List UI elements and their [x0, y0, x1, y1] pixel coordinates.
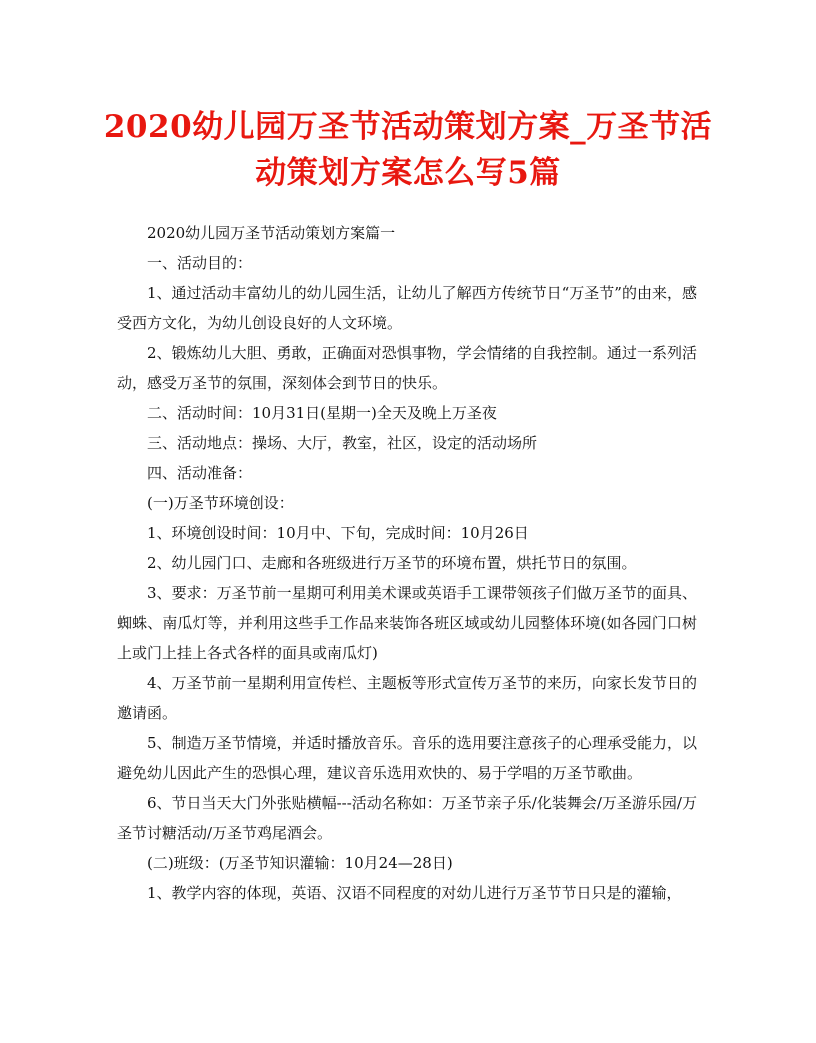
paragraph-class-1: 1、教学内容的体现，英语、汉语不同程度的对幼儿进行万圣节节日只是的灌输， — [147, 884, 682, 902]
paragraph-activity-preparation-heading: 四、活动准备： — [147, 464, 253, 482]
paragraph-class-heading: (二)班级：(万圣节知识灌输：10月24—28日) — [147, 854, 453, 872]
paragraph-environment-1: 1、环境创设时间：10月中、下旬，完成时间：10月26日 — [147, 524, 529, 542]
paragraph-purpose-2: 2、锻炼幼儿大胆、勇敢，正确面对恐惧事物，学会情绪的自我控制。通过一系列活动，感受万圣节的氛围，深刻体会到节日的快乐。 — [117, 344, 697, 392]
paragraph-environment-heading: (一)万圣节环境创设： — [147, 494, 294, 512]
paragraph-environment-6: 6、节日当天大门外张贴横幅---活动名称如：万圣节亲子乐/化装舞会/万圣游乐园/万圣节讨糖活动/万圣节鸡尾酒会。 — [117, 794, 697, 842]
document-body — [117, 218, 697, 908]
paragraph-environment-5: 5、制造万圣节情境，并适时播放音乐。音乐的选用要注意孩子的心理承受能力，以避免幼儿因此产生的恐惧心理，建议音乐选用欢快的、易于学唱的万圣节歌曲。 — [117, 734, 697, 782]
document-title: 2020幼儿园万圣节活动策划方案_万圣节活动策划方案怎么写5篇 — [103, 109, 713, 191]
paragraph-purpose-1: 1、通过活动丰富幼儿的幼儿园生活，让幼儿了解西方传统节日“万圣节”的由来，感受西方文化，为幼儿创设良好的人文环境。 — [117, 284, 697, 332]
paragraph-activity-purpose-heading: 一、活动目的： — [147, 254, 253, 272]
paragraph-environment-4: 4、万圣节前一星期利用宣传栏、主题板等形式宣传万圣节的来历，向家长发节日的邀请函。 — [117, 674, 697, 722]
paragraph-environment-2: 2、幼儿园门口、走廊和各班级进行万圣节的环境布置，烘托节日的氛围。 — [147, 554, 637, 572]
paragraph-activity-location: 三、活动地点：操场、大厅，教室，社区，设定的活动场所 — [147, 434, 538, 452]
paragraph-section-heading: 2020幼儿园万圣节活动策划方案篇一 — [147, 224, 396, 242]
paragraph-environment-3: 3、要求：万圣节前一星期可利用美术课或英语手工课带领孩子们做万圣节的面具、蜘蛛、南瓜灯等，并利用这些手工作品来装饰各班区域或幼儿园整体环境(如各园门口树上或门上挂上各式各样的面具或南瓜灯) — [117, 584, 697, 662]
paragraph-activity-time: 二、活动时间：10月31日(星期一)全天及晚上万圣夜 — [147, 404, 497, 422]
